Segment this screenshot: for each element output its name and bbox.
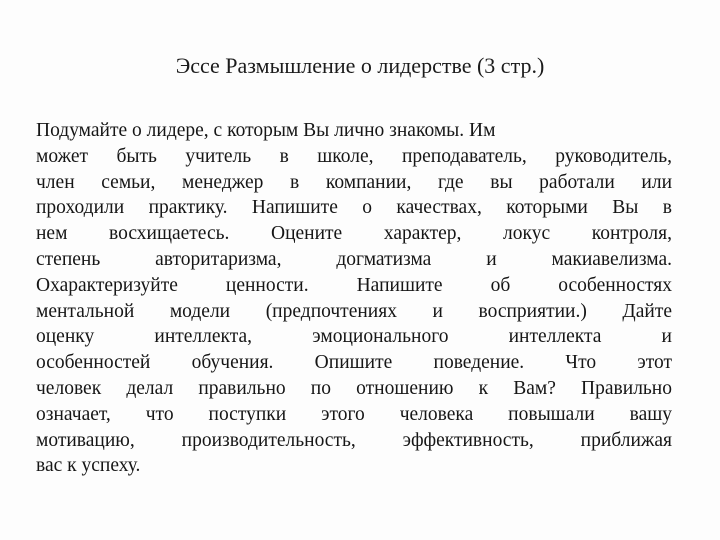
- text-line: означает, что поступки этого человека повышали вашу: [36, 403, 672, 425]
- text-line: Подумайте о лидере, с которым Вы лично знакомы. Им: [36, 120, 496, 141]
- text-line: вас к успеху.: [36, 455, 141, 477]
- text-line: может быть учитель в школе, преподаватель, руководитель,: [36, 145, 672, 167]
- text-line: нем восхищаетесь. Оцените характер, локус контроля,: [36, 223, 672, 245]
- text-line: мотивацию, производительность, эффективность, приближая: [36, 429, 672, 451]
- text-line: особенностей обучения. Опишите поведение. Что этот: [36, 352, 672, 374]
- essay-prompt-text: [36, 118, 672, 479]
- text-line: проходили практику. Напишите о качествах, которыми Вы в: [36, 197, 672, 219]
- text-line: ментальной модели (предпочтениях и восприятии.) Дайте: [36, 300, 672, 322]
- text-line: степень авторитаризма, догматизма и макиавелизма.: [36, 248, 672, 270]
- text-line: Охарактеризуйте ценности. Напишите об особенностях: [36, 274, 672, 296]
- slide-title: Эссе Размышление о лидерстве (3 стр.): [175, 53, 545, 78]
- text-line: оценку интеллекта, эмоционального интеллекта и: [36, 326, 672, 348]
- text-line: человек делал правильно по отношению к Вам? Правильно: [36, 377, 672, 399]
- text-line: член семьи, менеджер в компании, где вы работали или: [36, 171, 672, 193]
